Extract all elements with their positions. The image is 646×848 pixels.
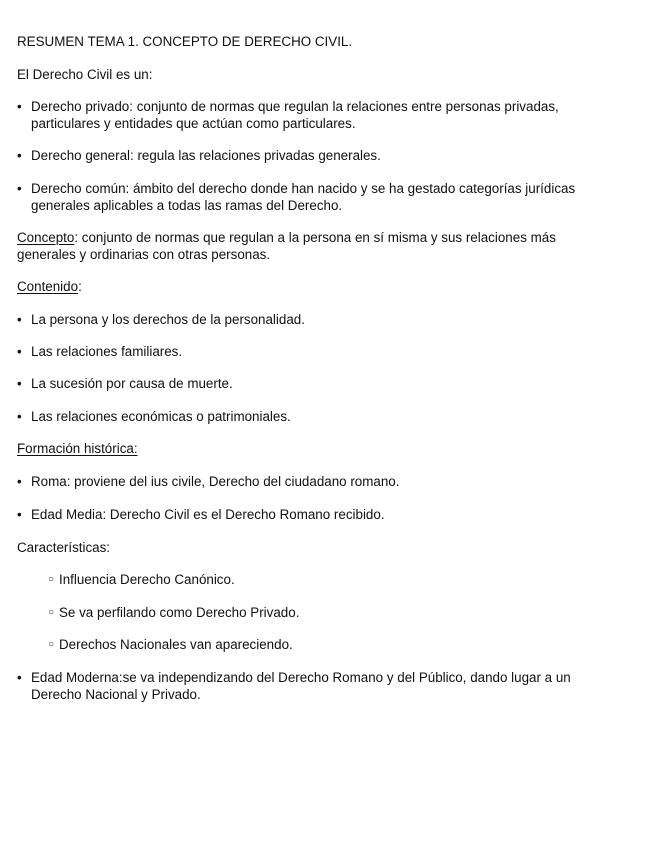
concepto-line: [17, 229, 556, 246]
list-item-text: Las relaciones económicas o patrimoniales.: [31, 409, 291, 424]
concepto-text: : conjunto de normas que regulan a la persona en sí misma y sus relaciones más: [74, 230, 556, 245]
concepto-label: Concepto: [17, 230, 75, 245]
bullet: •: [17, 99, 22, 114]
list-item-text: Las relaciones familiares.: [31, 344, 183, 359]
caracteristicas-heading: Características:: [17, 540, 111, 555]
bullet: •: [17, 376, 22, 391]
list-item-text: Derecho general: regula las relaciones privadas generales.: [31, 148, 381, 163]
bullet: •: [17, 344, 22, 359]
list-item-text: particulares y entidades que actúan como particulares.: [31, 116, 356, 131]
intro-text: El Derecho Civil es un:: [17, 67, 153, 82]
list-item-text: Derecho privado: conjunto de normas que regulan la relaciones entre personas privadas,: [31, 99, 559, 114]
sub-bullet: ○: [48, 607, 55, 618]
list-item-text: Influencia Derecho Canónico.: [59, 572, 235, 587]
list-item-text: generales aplicables a todas las ramas del Derecho.: [31, 198, 343, 213]
list-item-text: Edad Moderna:se va independizando del Derecho Romano y del Público, dando lugar a un: [31, 670, 571, 685]
bullet: •: [17, 312, 22, 327]
sub-bullet: ○: [48, 639, 55, 650]
list-item-text: Derecho Nacional y Privado.: [31, 687, 201, 702]
bullet: •: [17, 148, 22, 163]
document-title: RESUMEN TEMA 1. CONCEPTO DE DERECHO CIVIL.: [17, 34, 353, 49]
list-item-text: Edad Media: Derecho Civil es el Derecho Romano recibido.: [31, 507, 385, 522]
list-item-text: La sucesión por causa de muerte.: [31, 376, 233, 391]
list-item-text: La persona y los derechos de la personalidad.: [31, 312, 305, 327]
bullet: •: [17, 181, 22, 196]
bullet: •: [17, 507, 22, 522]
bullet: •: [17, 409, 22, 424]
contenido-colon: :: [78, 279, 82, 294]
bullet: •: [17, 474, 22, 489]
bullet: •: [17, 670, 22, 685]
list-item-text: Derechos Nacionales van apareciendo.: [59, 637, 293, 652]
contenido-heading: [17, 278, 82, 295]
formacion-heading: Formación histórica:: [17, 441, 138, 456]
list-item-text: Roma: proviene del ius civile, Derecho del ciudadano romano.: [31, 474, 400, 489]
contenido-label: Contenido: [17, 279, 79, 294]
concepto-text-line2: generales y ordinarias con otras personas.: [17, 247, 271, 262]
list-item-text: Derecho común: ámbito del derecho donde han nacido y se ha gestado categorías jurídicas: [31, 181, 576, 196]
sub-bullet: ○: [48, 574, 55, 585]
list-item-text: Se va perfilando como Derecho Privado.: [59, 605, 300, 620]
